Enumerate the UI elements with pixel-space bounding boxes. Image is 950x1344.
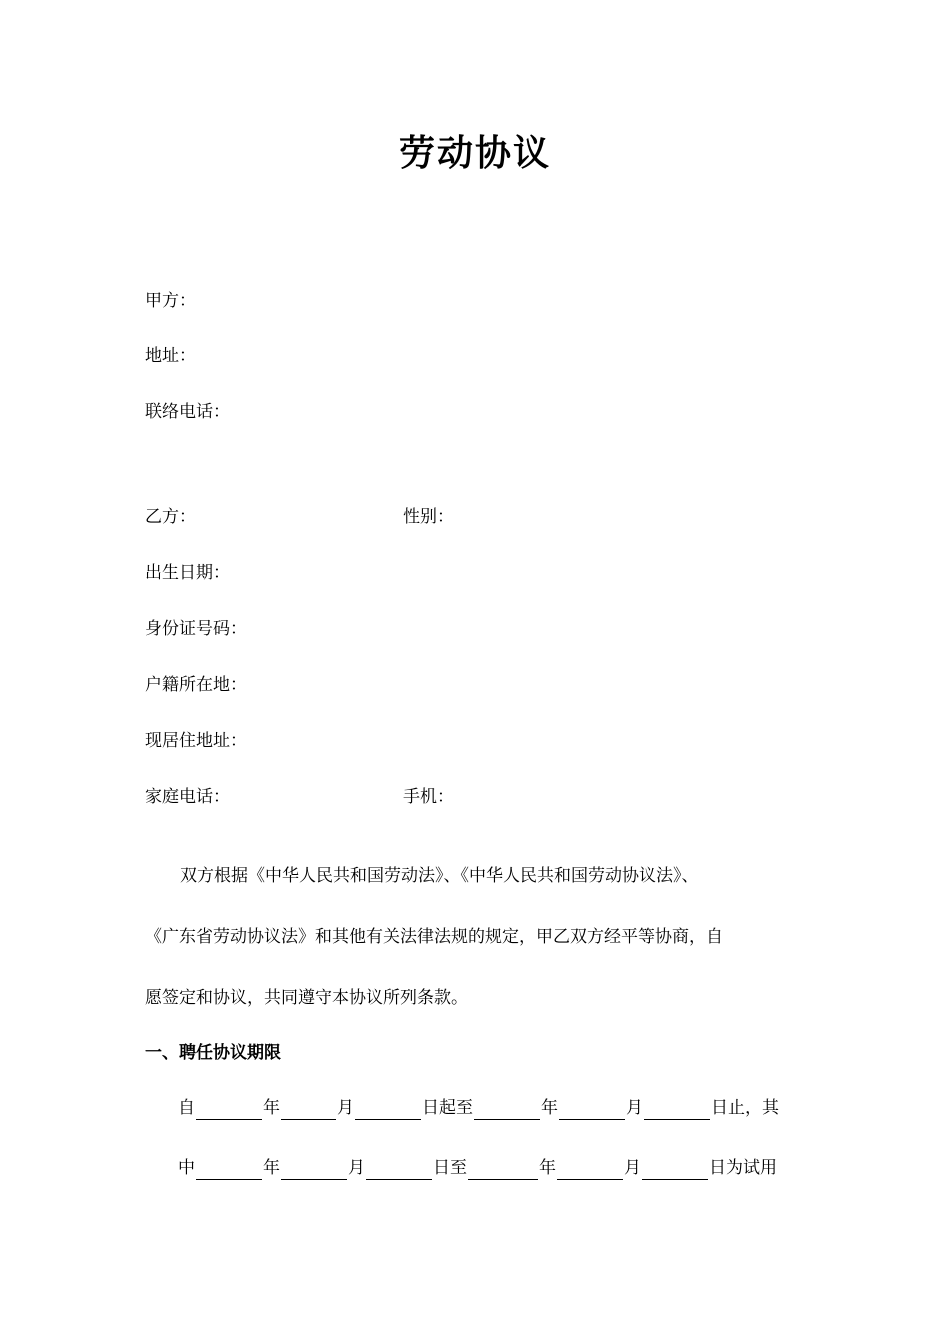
term-text: 日止，其 xyxy=(711,1098,779,1118)
document-title: 劳动协议 xyxy=(398,132,551,174)
term-text: 月 xyxy=(337,1098,354,1118)
blank-field[interactable] xyxy=(355,1101,421,1120)
party-b-birth-label: 出生日期： xyxy=(145,563,230,583)
term-text: 月 xyxy=(626,1098,643,1118)
term-line-1 xyxy=(178,1096,806,1120)
party-a-phone-label: 联络电话： xyxy=(145,402,230,422)
intro-line-3: 愿签定和协议，共同遵守本协议所列条款。 xyxy=(145,988,468,1008)
section-1-heading: 一、聘任协议期限 xyxy=(145,1043,281,1063)
term-text: 年 xyxy=(539,1158,556,1178)
intro-line-2: 《广东省劳动协议法》和其他有关法律法规的规定，甲乙双方经平等协商，自 xyxy=(145,927,723,947)
term-text: 日为试用 xyxy=(709,1158,777,1178)
term-text: 月 xyxy=(624,1158,641,1178)
blank-field[interactable] xyxy=(559,1101,625,1120)
term-text: 年 xyxy=(263,1158,280,1178)
party-b-label: 乙方： xyxy=(145,507,196,527)
term-text: 年 xyxy=(263,1098,280,1118)
term-text: 日至 xyxy=(433,1158,467,1178)
party-b-home-phone-label: 家庭电话： xyxy=(145,787,230,807)
blank-field[interactable] xyxy=(196,1101,262,1120)
party-b-residence-label: 现居住地址： xyxy=(145,731,247,751)
intro-line-1: 双方根据《中华人民共和国劳动法》、《中华人民共和国劳动协议法》、 xyxy=(180,866,699,886)
term-text: 自 xyxy=(178,1098,195,1118)
blank-field[interactable] xyxy=(281,1101,336,1120)
blank-field[interactable] xyxy=(474,1101,540,1120)
term-text: 月 xyxy=(348,1158,365,1178)
blank-field[interactable] xyxy=(281,1161,347,1180)
blank-field[interactable] xyxy=(644,1101,710,1120)
blank-field[interactable] xyxy=(366,1161,432,1180)
party-b-gender-label: 性别： xyxy=(403,507,454,527)
blank-field[interactable] xyxy=(468,1161,538,1180)
party-a-label: 甲方： xyxy=(145,291,196,311)
term-text: 中 xyxy=(178,1158,195,1178)
term-line-2 xyxy=(178,1156,806,1180)
blank-field[interactable] xyxy=(557,1161,623,1180)
term-text: 日起至 xyxy=(422,1098,473,1118)
blank-field[interactable] xyxy=(642,1161,708,1180)
party-a-address-label: 地址： xyxy=(145,346,196,366)
term-text: 年 xyxy=(541,1098,558,1118)
party-b-id-label: 身份证号码： xyxy=(145,619,247,639)
party-b-mobile-label: 手机： xyxy=(403,787,454,807)
party-b-hukou-label: 户籍所在地： xyxy=(145,675,247,695)
blank-field[interactable] xyxy=(196,1161,262,1180)
